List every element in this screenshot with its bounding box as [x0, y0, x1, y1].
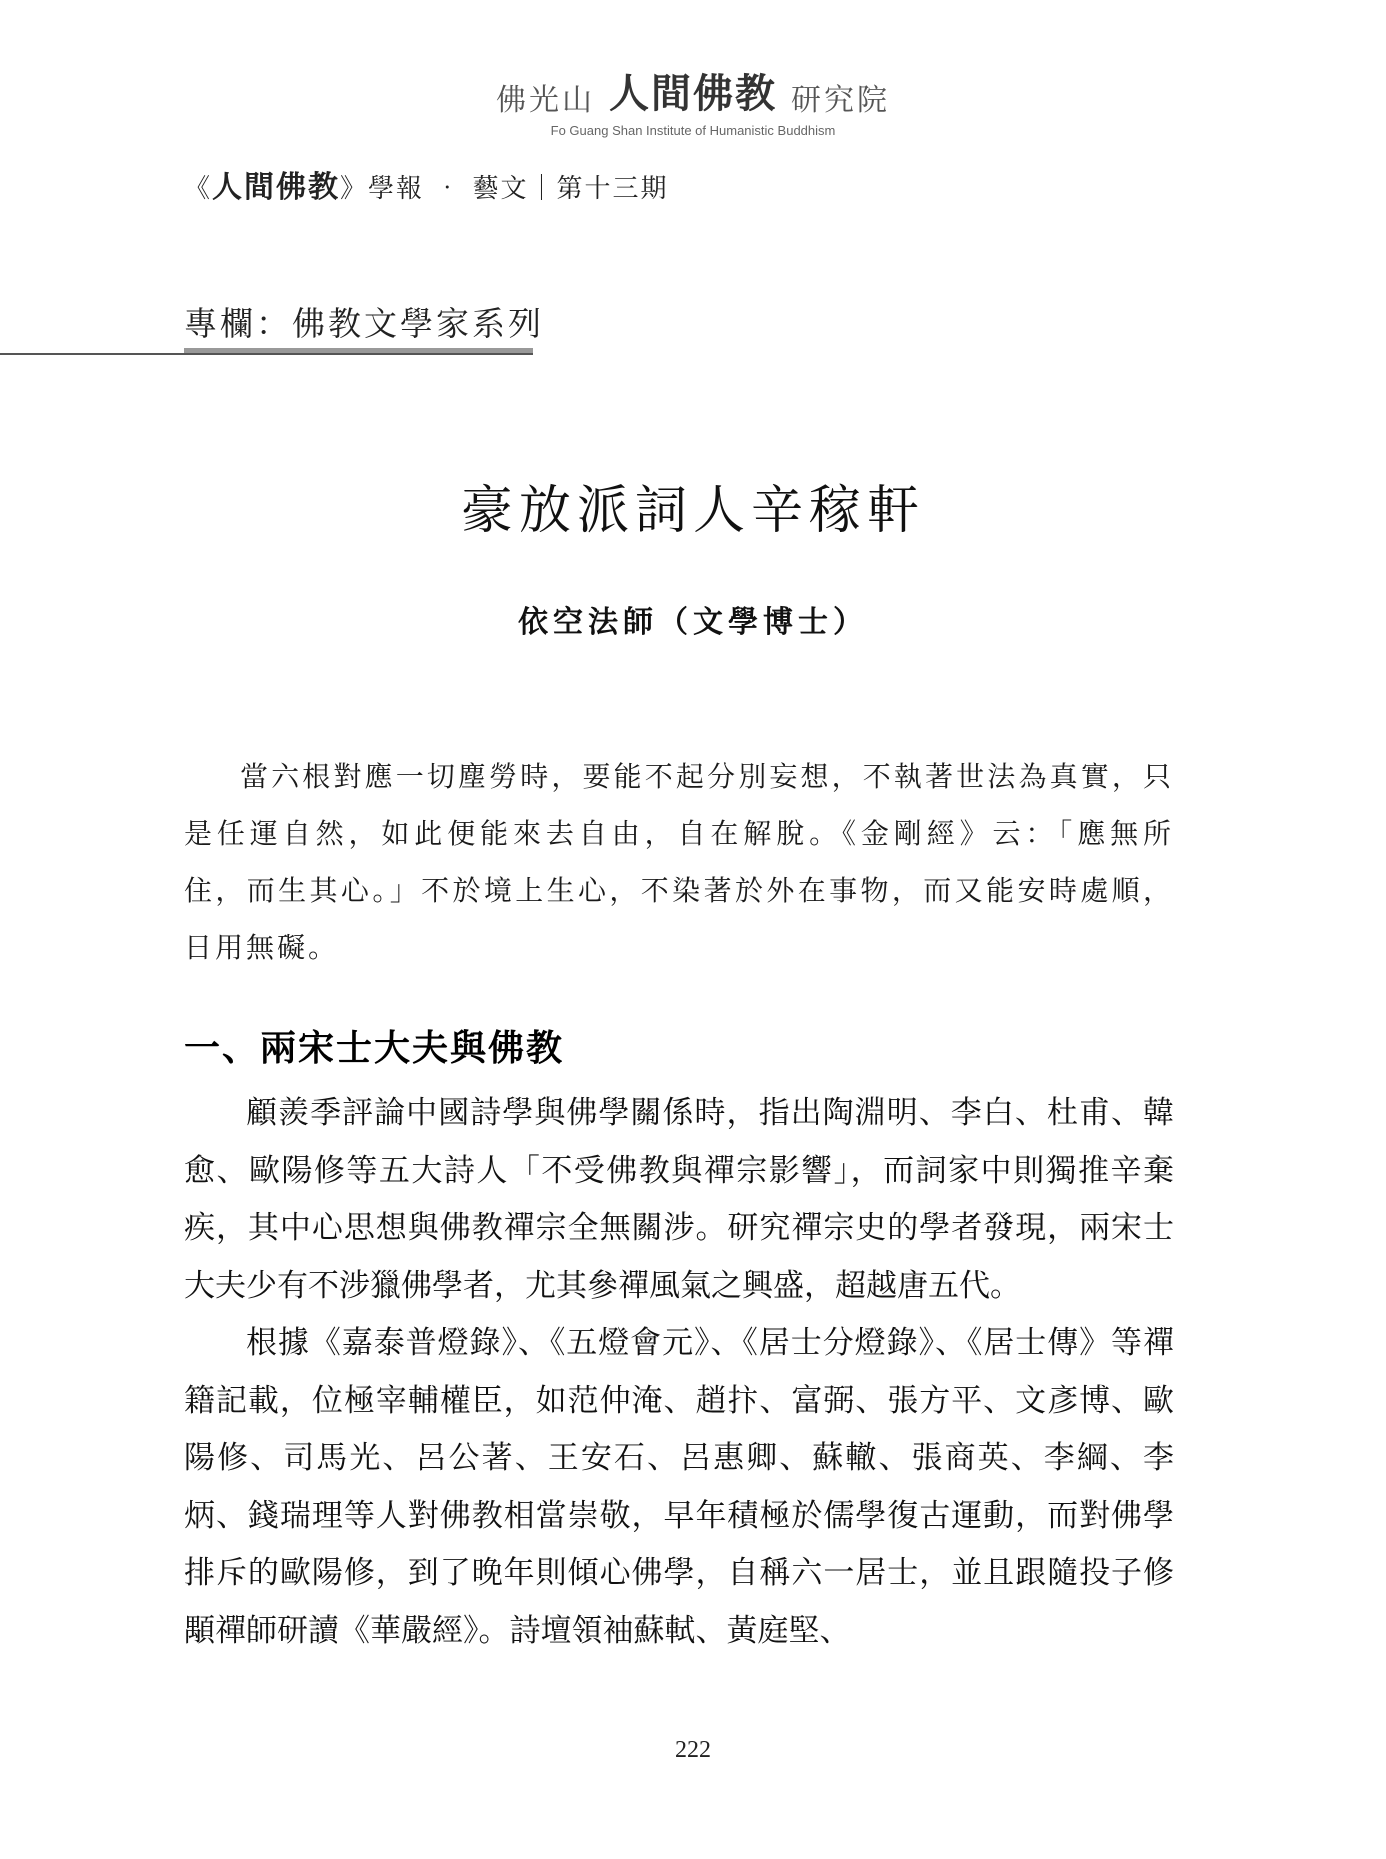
masthead-brand-logo: 人間佛教	[609, 71, 777, 117]
masthead	[0, 62, 1386, 138]
column-rule	[0, 353, 533, 355]
author-byline: 依空法師（文學博士）	[518, 605, 868, 640]
journal-brand: 人間佛教	[212, 170, 341, 205]
masthead-right: 研究院	[791, 83, 890, 118]
journal-open-bracket: 《	[184, 174, 213, 204]
journal-issue: 》學報 ‧ 藝文｜第十三期	[340, 174, 669, 204]
article-title: 豪放派詞人辛稼軒	[460, 481, 925, 541]
column-heading: 專欄：佛教文學家系列	[184, 304, 544, 343]
masthead-english: Fo Guang Shan Institute of Humanistic Buddhism	[550, 123, 836, 138]
section-heading: 一、兩宋士大夫與佛教	[184, 1027, 565, 1069]
paragraph: 根據《嘉泰普燈錄》、《五燈會元》、《居士分燈錄》、《居士傳》等禪籍記載，位極宰輔權臣，如范仲淹、趙抃、富弼、張方平、文彥博、歐陽修、司馬光、呂公著、王安石、呂惠卿、蘇轍、張商英、李綱、李炳、錢瑞理等人對佛教相當崇敬，早年積極於儒學復古運動，而對佛學排斥的歐陽修，到了晚年則傾心佛學，自稱六一居士，並且跟隨投子修顒禪師研讀《華嚴經》。詩壇領袖蘇軾、黃庭堅、	[184, 1325, 1174, 1649]
masthead-title	[0, 62, 1386, 119]
paragraph: 顧羨季評論中國詩學與佛學關係時，指出陶淵明、李白、杜甫、韓愈、歐陽修等五大詩人「不受佛教與禪宗影響」，而詞家中則獨推辛棄疾，其中心思想與佛教禪宗全無關涉。研究禪宗史的學者發現，兩宋士大夫少有不涉獵佛學者，尤其參禪風氣之興盛，超越唐五代。	[184, 1095, 1174, 1304]
epigraph: 當六根對應一切塵勞時，要能不起分別妄想，不執著世法為真實，只是任運自然，如此便能來去自由，自在解脫。《金剛經》云：「應無所住，而生其心。」不於境上生心，不染著於外在事物，而又能安時處順，日用無礙。	[184, 760, 1174, 964]
column-underline	[184, 348, 533, 353]
page-number: 222	[675, 1737, 711, 1763]
body-text	[184, 1085, 1174, 1660]
masthead-left: 佛光山	[496, 83, 595, 118]
journal-issue-line	[184, 162, 669, 206]
